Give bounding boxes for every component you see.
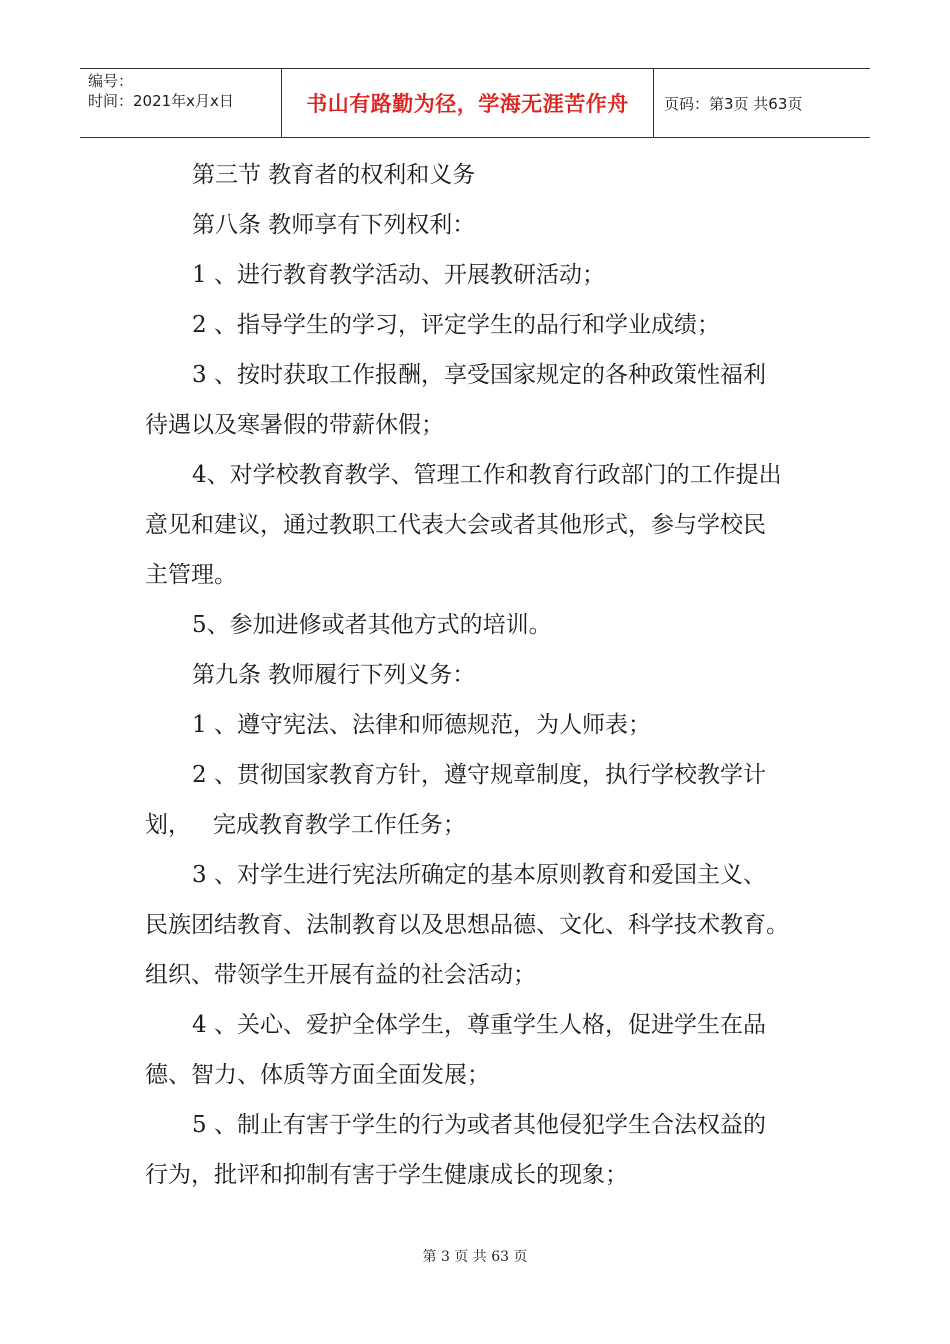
paragraph-line: 3 、对学生进行宪法所确定的基本原则教育和爱国主义、 [192,862,766,888]
paragraph-line: 4 、关心、爱护全体学生，尊重学生人格，促进学生在品 [192,1012,766,1038]
paragraph-line: 行为，批评和抑制有害于学生健康成长的现象； [145,1162,628,1188]
page-footer: 第 3 页 共 63 页 [422,1249,528,1265]
paragraph-line: 民族团结教育、法制教育以及思想品德、文化、科学技术教育。 [145,912,789,938]
paragraph-line: 德、智力、体质等方面全面发展； [145,1062,490,1088]
header-page-info: 页码：第3页 共63页 [664,94,803,113]
paragraph-line: 2 、贯彻国家教育方针，遵守规章制度，执行学校教学计 [192,762,766,788]
paragraph-line: 2 、指导学生的学习，评定学生的品行和学业成绩； [192,312,720,338]
paragraph-line: 组织、带领学生开展有益的社会活动； [145,962,536,988]
paragraph-line: 1 、进行教育教学活动、开展教研活动； [192,262,605,288]
paragraph-line: 4、对学校教育教学、管理工作和教育行政部门的工作提出 [192,462,782,488]
paragraph-line: 1 、遵守宪法、法律和师德规范，为人师表； [192,712,651,738]
paragraph-line: 待遇以及寒暑假的带薪休假； [145,412,444,438]
article-9-heading: 第九条 教师履行下列义务： [192,662,476,688]
article-8-heading: 第八条 教师享有下列权利： [192,212,476,238]
document-number-label: 编号： [88,72,134,90]
paragraph-line: 划， 完成教育教学工作任务； [145,812,466,838]
header-meta [80,69,282,137]
page-header [80,68,870,138]
header-motto-cell [282,69,654,137]
section-heading: 第三节 教育者的权利和义务 [192,162,476,188]
header-motto: 书山有路勤为径，学海无涯苦作舟 [306,92,629,116]
paragraph-line: 5 、制止有害于学生的行为或者其他侵犯学生合法权益的 [192,1112,766,1138]
paragraph-line: 5、参加进修或者其他方式的培训。 [192,612,552,638]
paragraph-line: 3 、按时获取工作报酬，享受国家规定的各种政策性福利 [192,362,766,388]
paragraph-line: 意见和建议，通过教职工代表大会或者其他形式，参与学校民 [145,512,766,538]
document-date: 时间：2021年x月x日 [88,92,234,110]
header-page-info-cell [654,69,870,137]
paragraph-line: 主管理。 [145,562,237,588]
